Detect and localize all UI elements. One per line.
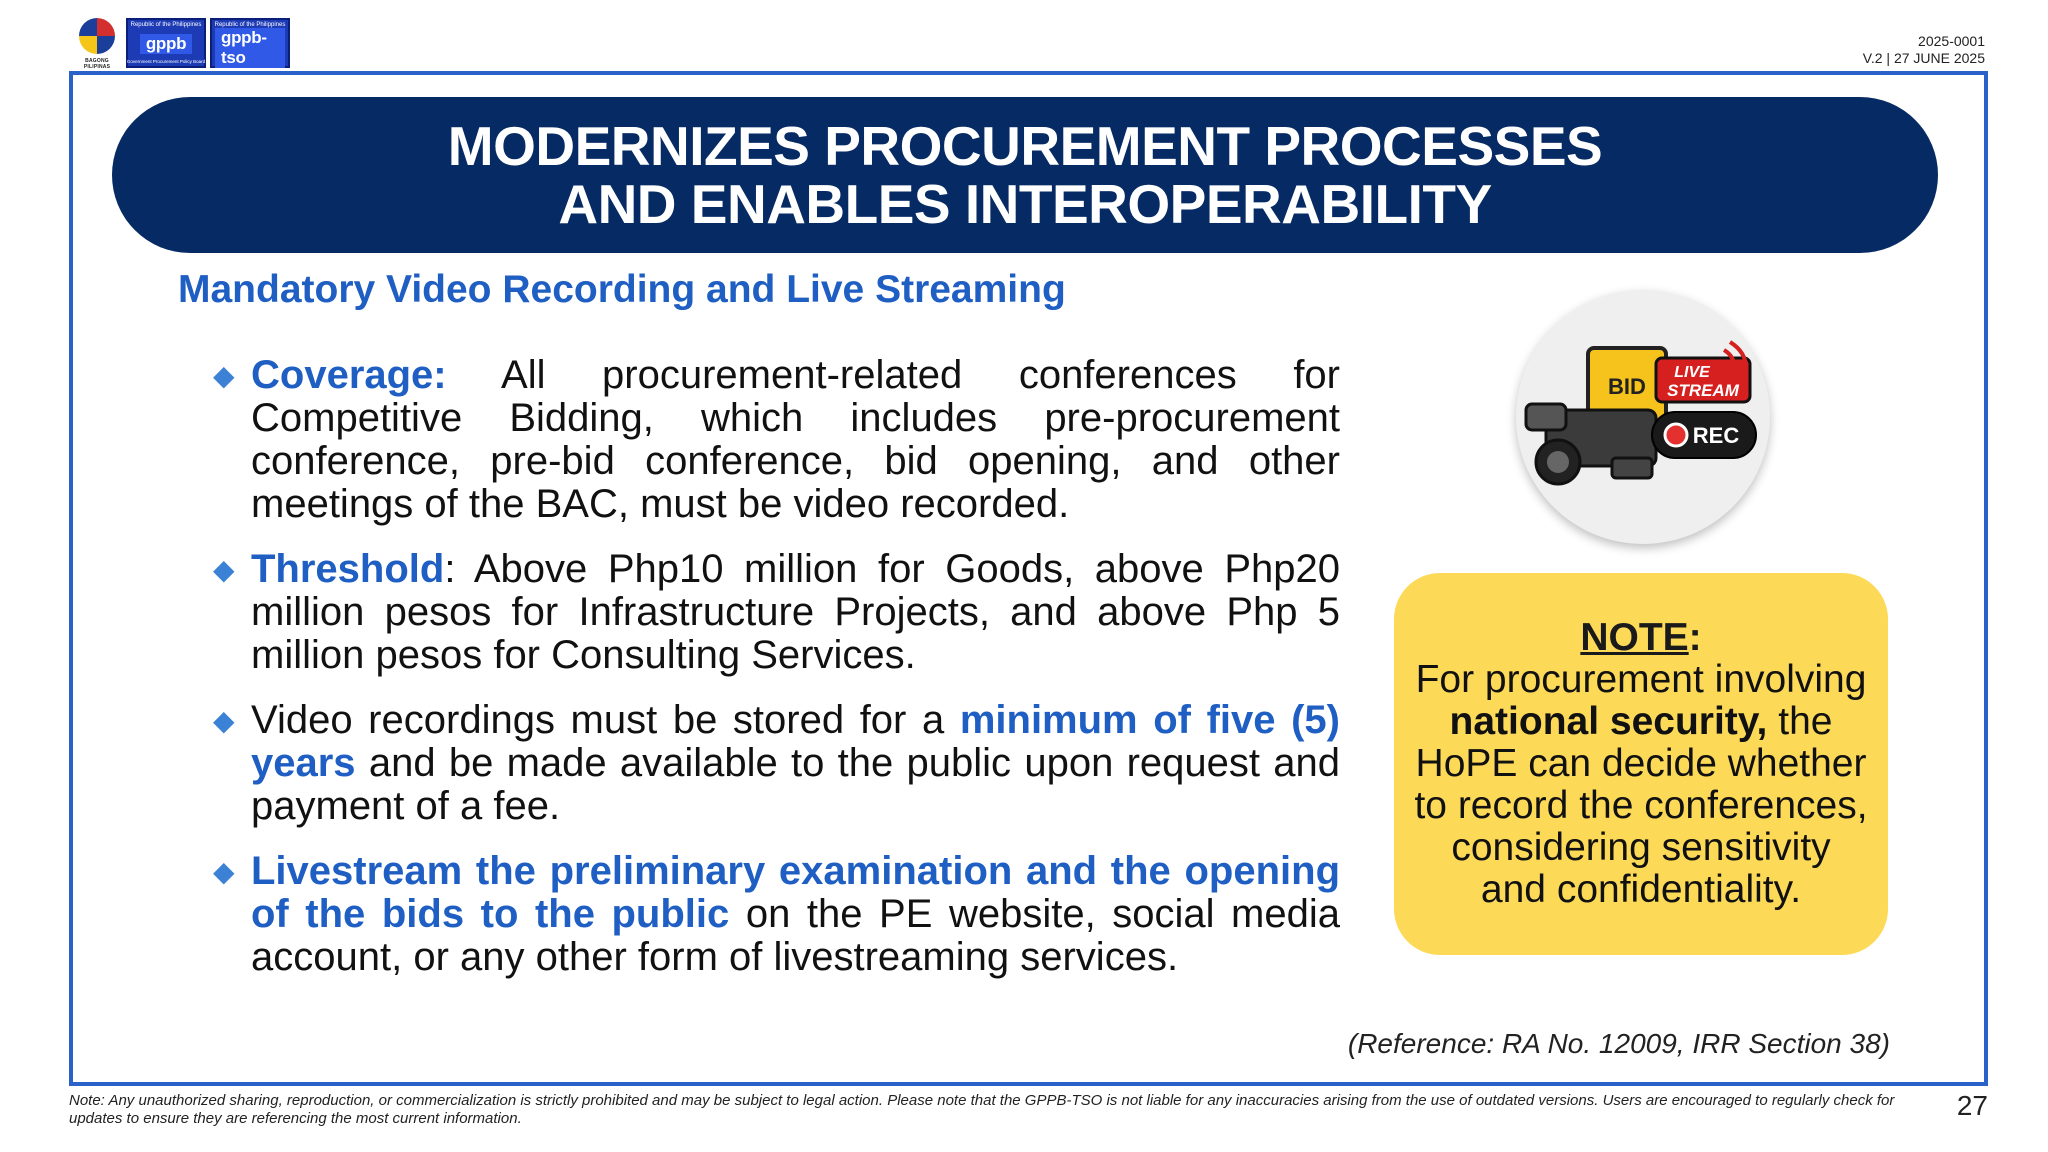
bullet-lead: Livestream the preliminary examination and the opening of the bids to the public [251, 849, 1340, 936]
diamond-bullet-icon: ◆ [213, 554, 235, 585]
bullet-body-pre: Video recordings must be stored for a [251, 698, 960, 742]
title-line-2: AND ENABLES INTEROPERABILITY [558, 173, 1492, 235]
note-box [1394, 573, 1888, 955]
bullet-threshold [213, 548, 1340, 677]
sun-emblem-icon [79, 18, 115, 54]
note-title: NOTE [1580, 616, 1689, 659]
bullet-coverage [213, 354, 1340, 526]
document-number [1863, 33, 1985, 67]
bullet-body: on the PE website, social media account, or any other form of livestreaming services. [251, 892, 1341, 979]
gppb-tso-logo: Republic of the Philippines gppb-tso Government Procurement Policy Board Technical Support Office [210, 18, 290, 68]
bagong-pilipinas-seal-logo [72, 18, 122, 70]
note-bold: national security, [1449, 700, 1768, 743]
bullet-text [251, 548, 1340, 677]
title-banner [112, 97, 1938, 253]
bullet-livestream [213, 850, 1340, 979]
stream-label: STREAM [1667, 381, 1739, 400]
bullet-lead: Threshold [251, 547, 445, 591]
bullet-text [251, 850, 1340, 979]
diamond-bullet-icon: ◆ [213, 856, 235, 887]
note-pre: For procurement involving [1415, 658, 1867, 701]
bullet-text [251, 699, 1340, 828]
camera-lens-glass-icon [1547, 451, 1569, 473]
live-label: LIVE [1674, 364, 1710, 381]
diamond-bullet-icon: ◆ [213, 705, 235, 736]
bullet-text [251, 354, 1340, 526]
camera-icon [1516, 290, 1770, 544]
reference-citation: (Reference: RA No. 12009, IRR Section 38) [1347, 1028, 1890, 1059]
gppb-logo: Republic of the Philippines gppb Government Procurement Policy Board [126, 18, 206, 68]
bullet-storage [213, 699, 1340, 828]
bullet-highlight: minimum of five (5) years [251, 698, 1340, 785]
doc-version: V.2 | 27 JUNE 2025 [1862, 50, 1985, 66]
footer-disclaimer: Note: Any unauthorized sharing, reproduction, or commercialization is strictly prohibited and may be subject to legal action. Please note that the GPPB-TSO is not liable for any inaccuracies arising from the use of outdated versions. Users are encouraged to regularly check for updates to ensure they are referencing the most current information. [69, 1092, 1895, 1127]
note-colon: : [1688, 616, 1702, 659]
note-post: the HoPE can decide whether to record the conferences, considering sensitivity and confidentiality. [1414, 700, 1868, 911]
section-subtitle: Mandatory Video Recording and Live Streaming [178, 268, 1066, 311]
bullet-body-post: and be made available to the public upon request and payment of a fee. [251, 741, 1340, 828]
bullet-body: All procurement-related conferences for Competitive Bidding, which includes pre-procurement conference, pre-bid conference, bid opening, and other meetings of the BAC, must be video recorded. [251, 353, 1340, 526]
doc-id: 2025-0001 [1918, 33, 1985, 49]
bullet-body: : Above Php10 million for Goods, above Php20 million pesos for Infrastructure Projects, and above Php 5 million pesos for Consulting Services. [251, 547, 1340, 677]
title-line-1: MODERNIZES PROCUREMENT PROCESSES [447, 115, 1603, 177]
page-number: 27 [1956, 1090, 1988, 1121]
bid-label: BID [1608, 374, 1646, 399]
note-body [1414, 659, 1868, 911]
note-heading [1580, 617, 1701, 659]
camera-handle-icon [1612, 458, 1652, 478]
bullet-lead: Coverage: [251, 353, 447, 397]
bullet-list [213, 354, 1340, 1001]
diamond-bullet-icon: ◆ [213, 360, 235, 391]
seal-caption: BAGONG PILIPINAS [83, 58, 111, 70]
record-dot-icon [1665, 424, 1687, 446]
camera-viewfinder-icon [1526, 404, 1566, 430]
header-logos [72, 18, 315, 73]
rec-label: REC [1692, 423, 1740, 448]
video-camera-livestream-illustration [1516, 290, 1770, 544]
